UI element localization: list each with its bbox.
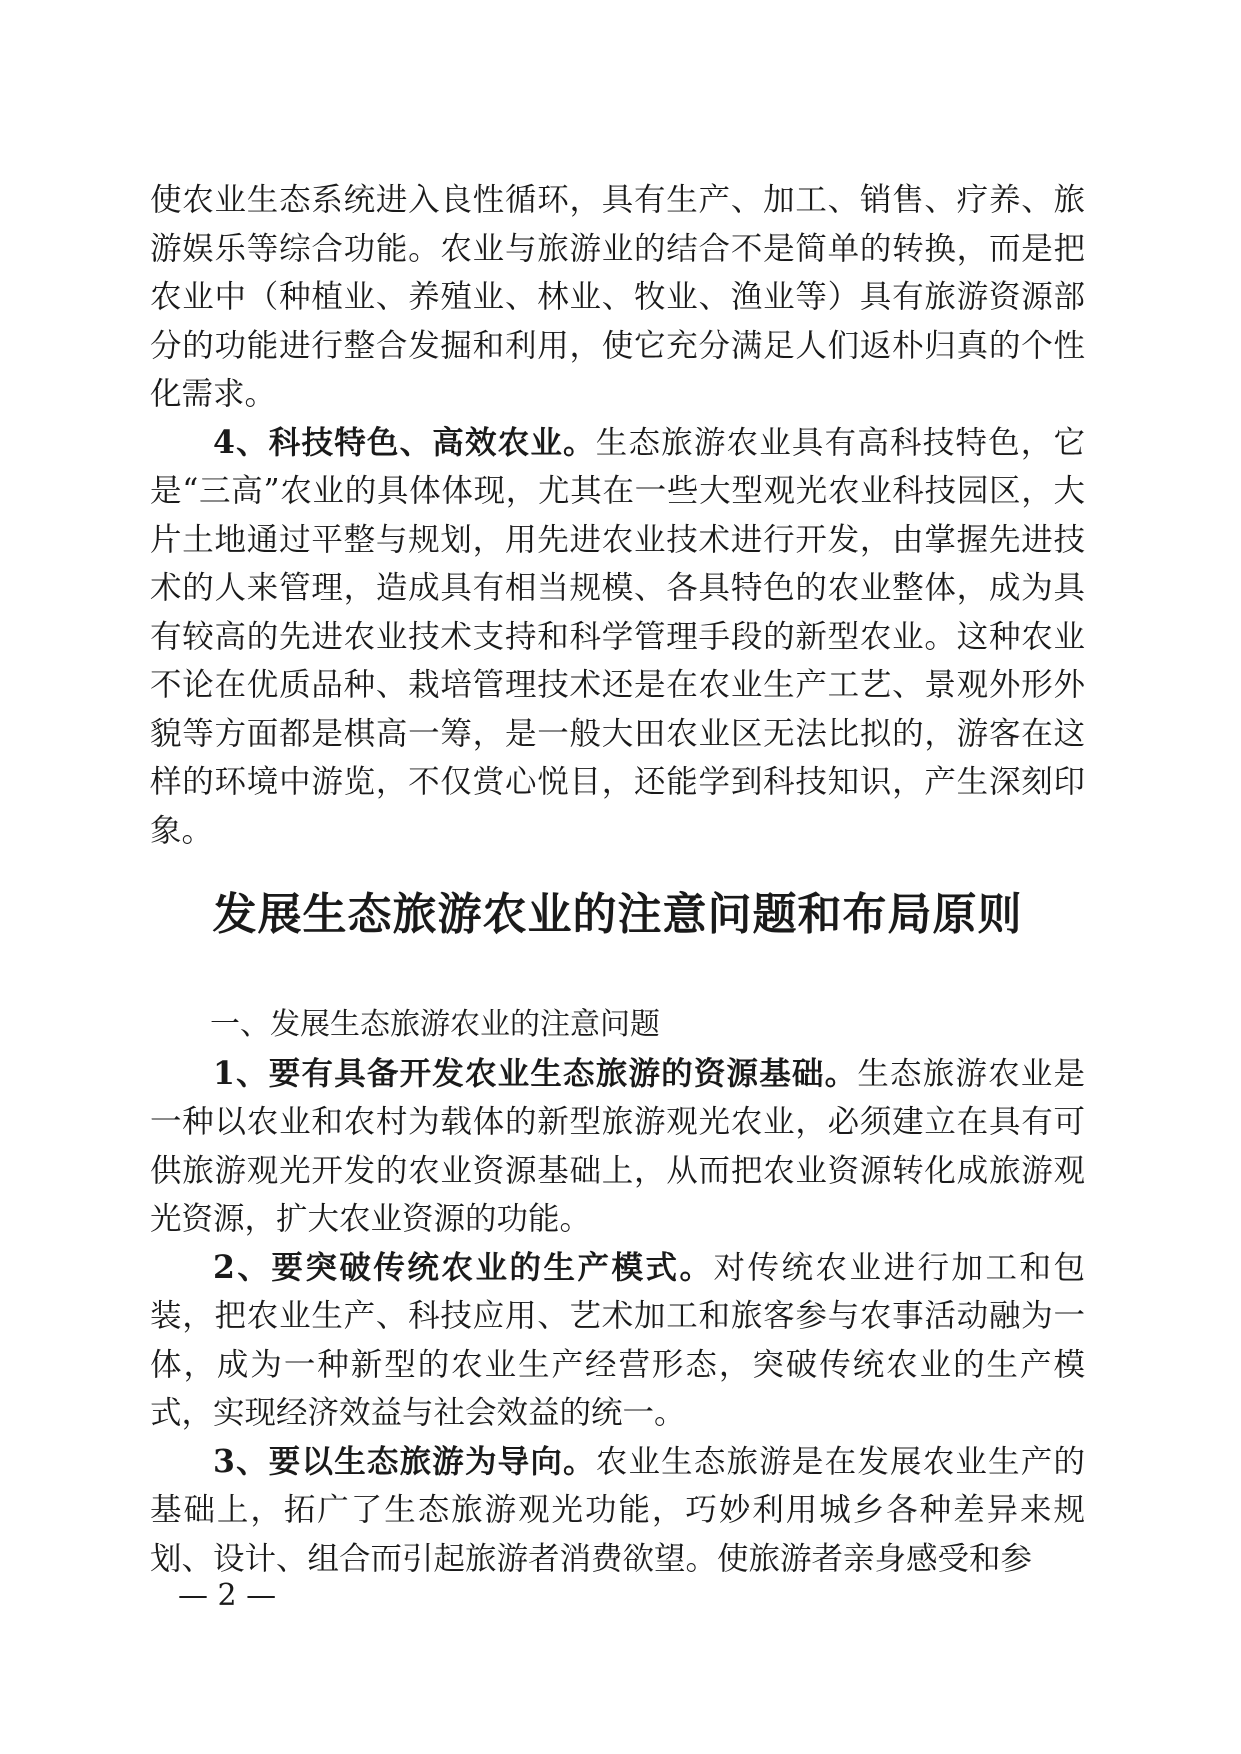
paragraph-text: 使农业生态系统进入良性循环，具有生产、加工、销售、疗养、旅游娱乐等综合功能。农业与旅游业的结合不是简单的转换，而是把农业中（种植业、养殖业、林业、牧业、渔业等）具有旅游资源部分的功能进行整合发掘和利用，使它充分满足人们返朴归真的个性化需求。: [150, 182, 1085, 412]
paragraph-eco-tourism-orientation: [150, 1438, 1085, 1584]
paragraph-text: 对传统农业进行加工和包装，把农业生产、科技应用、艺术加工和旅客参与农事活动融为一体，成为一种新型的农业生产经营形态，突破传统农业的生产模式，实现经济效益与社会效益的统一。: [150, 1249, 1085, 1431]
paragraph-lead: 4、科技特色、高效农业。: [213, 423, 596, 461]
paragraph-continuation: [150, 176, 1085, 419]
sub-heading: 一、发展生态旅游农业的注意问题: [210, 1007, 660, 1042]
paragraph-tech-agriculture: [150, 419, 1085, 856]
paragraph-text: 生态旅游农业具有高科技特色，它是“三高”农业的具体体现，尤其在一些大型观光农业科技园区，大片土地通过平整与规划，用先进农业技术进行开发，由掌握先进技术的人来管理，造成具有相当规模、各具特色的农业整体，成为具有较高的先进农业技术支持和科学管理手段的新型农业。这种农业不论在优质品种、栽培管理技术还是在农业生产工艺、景观外形外貌等方面都是棋高一筹，是一般大田农业区无法比拟的，游客在这样的环境中游览，不仅赏心悦目，还能学到科技知识，产生深刻印象。: [150, 424, 1085, 849]
body-text-bottom: [150, 1001, 1085, 1583]
body-text-top: [150, 176, 1085, 855]
paragraph-production-mode: [150, 1244, 1085, 1438]
paragraph-text: 生态旅游农业是一种以农业和农村为载体的新型旅游观光农业，必须建立在具有可供旅游观光开发的农业资源基础上，从而把农业资源转化成旅游观光资源，扩大农业资源的功能。: [150, 1055, 1085, 1237]
paragraph-lead: 1、要有具备开发农业生态旅游的资源基础。: [213, 1054, 858, 1092]
section-title: 发展生态旅游农业的注意问题和布局原则: [212, 889, 1023, 940]
paragraph-lead: 2、要突破传统农业的生产模式。: [213, 1248, 714, 1286]
paragraph-text: 农业生态旅游是在发展农业生产的基础上，拓广了生态旅游观光功能，巧妙利用城乡各种差异来规划、设计、组合而引起旅游者消费欲望。使旅游者亲身感受和参: [150, 1443, 1085, 1577]
page-number: — 2 —: [178, 1578, 277, 1613]
paragraph-lead: 3、要以生态旅游为导向。: [213, 1442, 596, 1480]
paragraph-resource-base: [150, 1050, 1085, 1244]
